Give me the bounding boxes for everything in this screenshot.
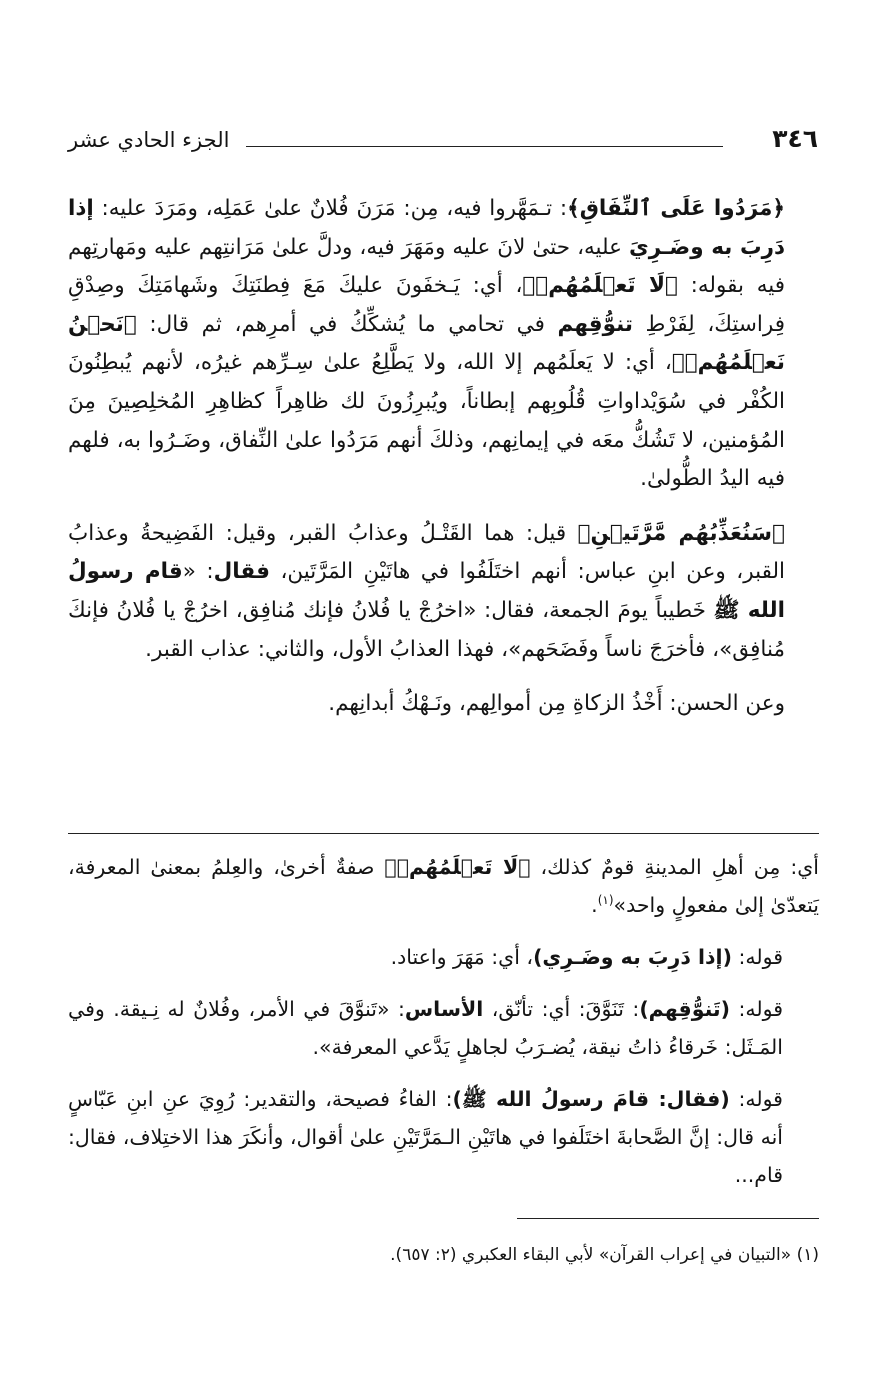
header-rule — [246, 146, 723, 147]
text-run: ، أي: لا يَعلَمُهم إلا الله، ولا يَطَّلِعُ علىٰ سِـرِّهم غيرُه، لأنهم يُبطِنُونَ الكُفْر في سُوَيْداواتِ قُلُوبِهم إبطاناً، ويُبرِزُونَ لك ظاهِراً كظاهِرِ المُخلِصِينَ مِنَ المُؤمنين، لا تَشُكُّ معَه في إيمانِهم، وذلكَ أنهم مَرَدُوا علىٰ النِّفاق، وضَـرُوا به، فلهم فيه اليدُ الطُّولىٰ. — [68, 350, 785, 492]
text-run: أي: مِن أهلِ المدينةِ قومٌ كذلك، — [530, 855, 819, 879]
commentary-paragraph-2 — [68, 938, 819, 976]
quran-quote: ﴿مَرَدُوا عَلَى ٱلنِّفَاقِ﴾ — [567, 196, 785, 221]
text-run: خَطيباً يومَ الجمعة، فقال: «اخرُجْ يا فُلانُ فإنك مُنافِق، اخرُجْ يا فُلانُ فإنكَ مُنافِق»، فأخرَجَ ناساً وفَضَحَهم»، فهذا العذابُ الأول، والثاني: عذاب القبر. — [68, 597, 785, 662]
text-run: صفةٌ أخرىٰ، والعِلمُ بمعنىٰ المعرفة، يَتعدّىٰ إلىٰ مفعولٍ واحد» — [68, 855, 819, 917]
footnote-marker[interactable]: (١) — [597, 893, 614, 908]
text-run: ، أي: يَـخفَونَ عليكَ مَعَ فِطنَتِكَ وشَهامَتِكَ وصِدْقِ فِراستِكَ، لِفَرْطِ — [68, 273, 785, 337]
commentary-paragraph-1 — [68, 848, 819, 924]
text-run: في تحامي ما يُشكِّكُ في أمرِهم، ثم قال: — [136, 311, 558, 337]
quran-quote: ﴿سَنُعَذِّبُهُم مَّرَّتَيۡنِ﴾ — [577, 520, 785, 546]
text-run: ، أي: مَهَرَ واعتاد. — [390, 945, 534, 969]
commentary-paragraph-4 — [68, 1080, 819, 1194]
text-run: قوله: — [731, 945, 783, 969]
quran-quote: ﴿لَا تَعۡلَمُهُمۡ﴾ — [384, 855, 531, 879]
bold-run: فقال — [213, 559, 270, 585]
footnote: (١) «التبيان في إعراب القرآن» لأبي البقاء العكبري (٢: ٦٥٧). — [390, 1245, 819, 1265]
bold-run: (إذا دَرِبَ به وضَـرِي) — [533, 945, 732, 969]
quran-quote: ﴿نَحۡنُ نَعۡلَمُهُمۡ﴾ — [68, 311, 785, 376]
page-header — [68, 118, 818, 168]
footnote-separator — [517, 1218, 819, 1219]
bold-run: تنوُّقِهم — [557, 311, 633, 337]
text-run: عليه، حتىٰ لانَ عليه ومَهَرَ فيه، ودلَّ علىٰ مَرَانتِهم عليه ومَهارتِهم فيه بقوله: — [68, 234, 786, 299]
main-paragraph-3: وعن الحسن: أَخْذُ الزكاةِ مِن أموالِهم، ونَـهْكُ أبدانِهم. — [328, 691, 785, 717]
text-run: : «تَنوَّقَ في الأمر، وفُلانٌ له نِـيقة. وفي المَـثَل: خَرقاءُ ذاتُ نيقة، يُضـرَبُ لجاهلٍ يَدَّعي المعرفة». — [68, 997, 783, 1059]
bold-run: قام رسولُ الله ﷺ — [68, 559, 785, 623]
text-run: : تَنَوَّقَ: أي: تأنّق، — [483, 997, 640, 1021]
bold-run: (فقال: قامَ رسولُ الله ﷺ) — [452, 1087, 730, 1111]
text-run: . — [591, 893, 598, 917]
commentary-separator — [68, 833, 819, 834]
text-run: قيل: هما القَتْـلُ وعذابُ القبر، وقيل: الفَضِيحةُ وعذابُ القبر، وعن ابنِ عباس: أنهم اختَلَفُوا في هاتَيْنِ المَرَّتَين، — [68, 520, 785, 585]
main-text — [68, 190, 819, 740]
text-run: قوله: — [729, 1087, 783, 1111]
bold-run: إذا دَرِبَ به وضَـرِيَ — [68, 196, 785, 260]
text-run: : تـمَهَّروا فيه، مِن: مَرَنَ فُلانٌ علىٰ عَمَلِه، ومَرَدَ عليه: — [93, 196, 568, 221]
bold-run: الأساس — [404, 997, 484, 1021]
quran-quote: ﴿لَا تَعۡلَمُهُمۡ﴾ — [522, 273, 678, 299]
bold-run: (تَنوُّقِهم) — [639, 997, 731, 1021]
commentary-paragraph-3 — [68, 990, 819, 1066]
page-number: ٣٤٦ — [772, 124, 818, 153]
main-paragraph-2 — [68, 515, 819, 669]
text-run: قوله: — [730, 997, 783, 1021]
main-paragraph-1 — [68, 190, 819, 499]
text-run: : الفاءُ فصيحة، والتقدير: رُوِيَ عنِ ابنِ عَبّاسٍ أنه قال: إنَّ الصَّحابةَ اختَلَفوا في هاتَيْنِ الـمَرَّتَيْنِ علىٰ أقوال، وأنكَرَ هذا الاختِلاف، فقال: قام... — [68, 1087, 783, 1187]
running-head: الجزء الحادي عشر — [68, 128, 230, 152]
text-run: : « — [182, 559, 214, 585]
commentary-text — [68, 848, 819, 1208]
